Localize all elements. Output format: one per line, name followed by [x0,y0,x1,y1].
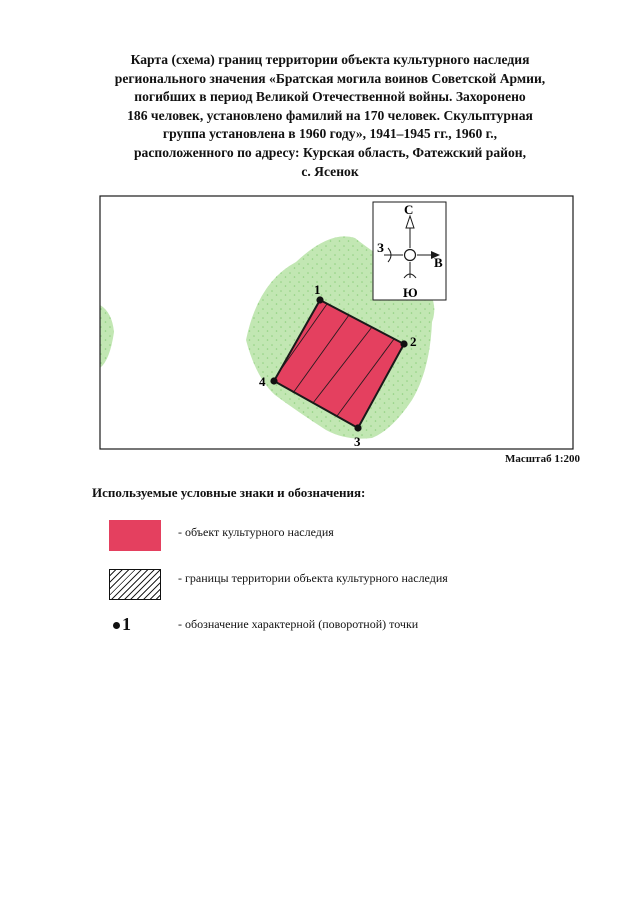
turning-point-2 [400,340,407,347]
title-line: с. Ясенок [301,163,359,179]
compass-east-label: В [434,255,443,270]
point-label-3: 3 [354,434,361,449]
turning-point-3 [354,424,361,431]
legend-swatch-territory-boundary [109,569,161,600]
compass-west-label: З [377,240,384,255]
legend-symbol-point-number: 1 [122,614,131,634]
legend-label-turning-point: - обозначение характерной (поворотной) точки [178,617,419,631]
turning-point-1 [316,296,323,303]
map-scale: Масштаб 1:200 [505,453,581,465]
title-line: Карта (схема) границ территории объекта культурного наследия [130,52,530,67]
title-line: группа установлена в 1960 году», 1941–1945 гг., 1960 г., [162,126,498,142]
point-label-2: 2 [410,334,417,349]
point-label-4: 4 [259,374,266,389]
title-line: погибших в период Великой Отечественной войны. Захоронено [134,89,526,105]
legend-label-territory-boundary: - границы территории объекта культурного наследия [178,571,448,585]
title-line: 186 человек, установлено фамилий на 170 человек. Скульптурная [127,107,533,123]
title-line: регионального значения «Братская могила воинов Советской Армии, [114,70,546,86]
legend-symbol-turning-point [113,614,131,635]
point-label-1: 1 [314,282,321,297]
turning-point-4 [270,377,277,384]
point-dot-icon [113,622,120,629]
title-line: расположенного по адресу: Курская область, Фатежский район, [133,144,527,160]
compass-north-label: С [404,202,414,217]
legend-title: Используемые условные знаки и обозначения: [92,485,366,500]
legend-label-heritage-object: - объект культурного наследия [178,525,334,539]
compass-south-label: Ю [403,285,418,300]
legend-swatch-heritage-object [109,520,161,551]
